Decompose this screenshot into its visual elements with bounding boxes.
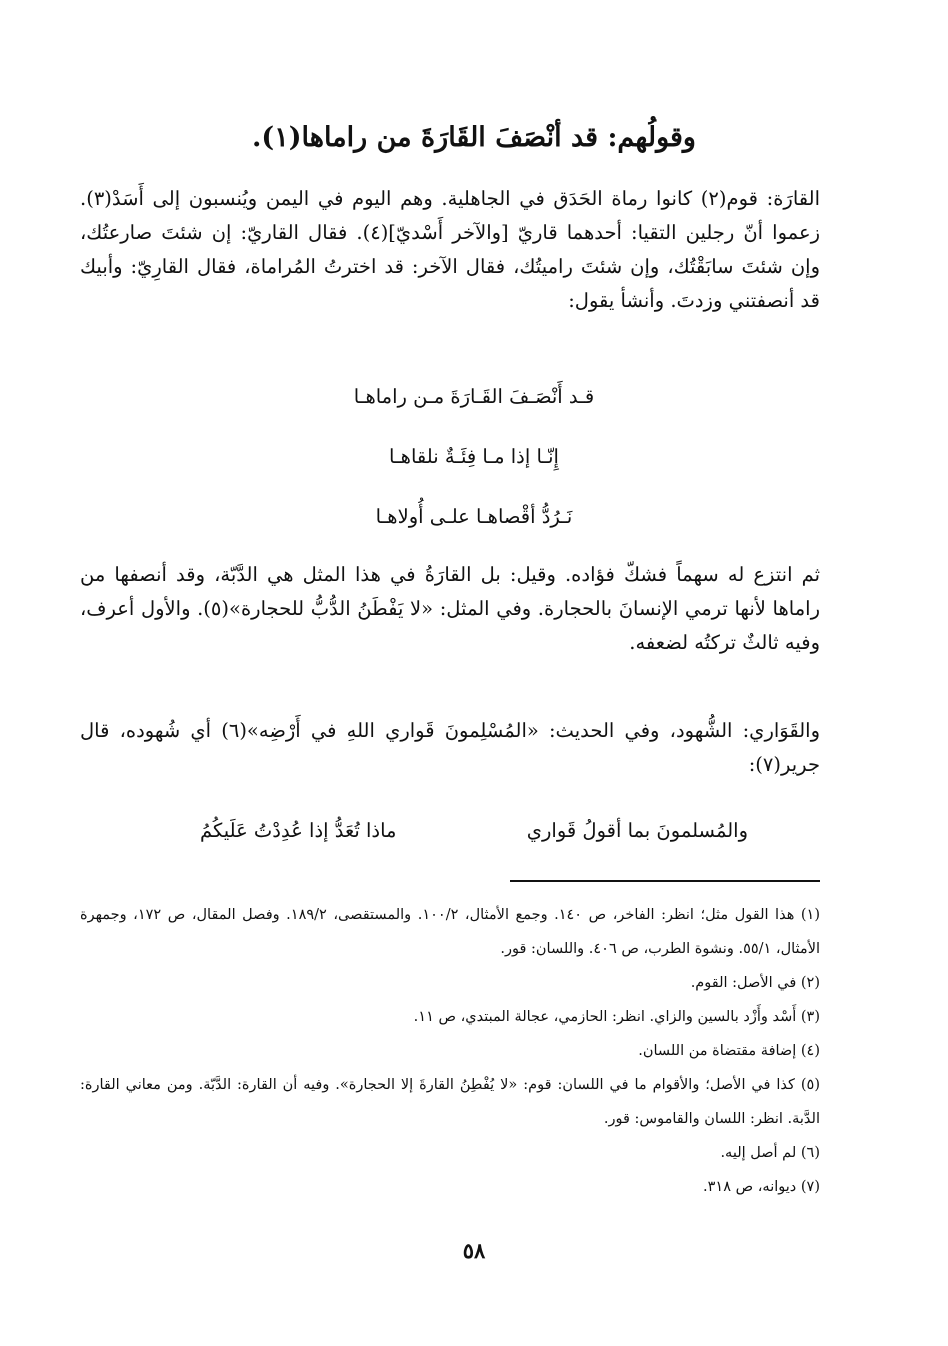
footnotes [80, 898, 820, 1204]
footnote-3: (٣) أَسْد وأَزْد بالسين والزاي. انظر: الحازمي، عجالة المبتدي، ص ١١. [413, 1009, 820, 1025]
couplet-second-hemistich: ماذا تُعَدُّ إذا عُدِدْتُ عَلَيكُمُ [200, 819, 397, 842]
paragraph-qawari-definition: والقَوَاري: الشُّهود، وفي الحديث: «المُسْلِمونَ قَواري اللهِ في أَرْضِه»(٦) أي شُهوده، قال جرير(٧): [80, 719, 820, 776]
verse-line-1: قـد أَنْصَـفَ القَـارَةَ مـن راماهـا [353, 385, 595, 408]
page-number: ٥٨ [462, 1238, 486, 1263]
footnote-5: (٥) كذا في الأصل؛ والأقوام ما في اللسان: قوم: «لا يُفْطِنُ القارةَ إلا الحجارة». وفيه أن القارة: الدَّبّة. ومن معاني القارة: الدَّبة. انظر: اللسان والقاموس: قور. [80, 1077, 820, 1127]
footnote-1: (١) هذا القول مثل؛ انظر: الفاخر، ص ١٤٠. وجمع الأمثال، ١٠٠/٢. والمستقصى، ١٨٩/٢. وفصل المقال، ص ١٧٢، وجمهرة الأمثال، ٥٥/١. ونشوة الطرب، ص ٤٠٦. واللسان: قور. [80, 907, 821, 957]
poem-couplet [200, 814, 748, 848]
couplet-first-hemistich: والمُسلمونَ بما أقولُ قَواري [526, 819, 748, 842]
paragraph-second-explanation: ثم انتزع له سهماً فشكّ فؤاده. وقيل: بل القارَةُ في هذا المثل هي الدَّبّة، وقد أنصفها من راماها لأنها ترمي الإنسانَ بالحجارة. وفي المثل: «لا يَفْطَنُ الدُّبُّ للحجارة»(٥). والأول أعرف، وفيه ثالثٌ تركتُه لضعفه. [80, 563, 820, 654]
footnote-4: (٤) إضافة مقتضاة من اللسان. [638, 1043, 820, 1059]
footnote-7: (٧) ديوانه، ص ٣١٨. [703, 1179, 820, 1195]
section-title: وقولُهم: قد أنْصَفَ القَارَةَ من راماها(١). [252, 122, 696, 153]
footnote-6: (٦) لم أصل إليه. [720, 1145, 820, 1161]
paragraph-qara-definition: القارَة: قوم(٢) كانوا رماة الحَدَق في الجاهلية. وهم اليوم في اليمن ويُنسبون إلى أَسَدْ(٣). زعموا أنّ رجلين التقيا: أحدهما قاريّ [والآخر أَسْديّ](٤). فقال القاريّ: إن شئتَ صارعتُك، وإن شئتَ سابَقْتُك، وإن شئتَ راميتُك، فقال الآخر: قد اخترتُ المُراماة، فقال القارِيّ: وأبيك قد أنصفتني وزدتَ. وأنشأ يقول: [80, 187, 820, 312]
footnote-separator [510, 880, 820, 882]
footnote-2: (٢) في الأصل: القوم. [690, 975, 820, 991]
verse-line-2: إِنّـا إذا مـا فِئَـةٌ نلقاهـا [389, 445, 559, 468]
verse-line-3: نَـرُدُّ أقْصاهـا علـى أُولاهـا [375, 505, 573, 528]
